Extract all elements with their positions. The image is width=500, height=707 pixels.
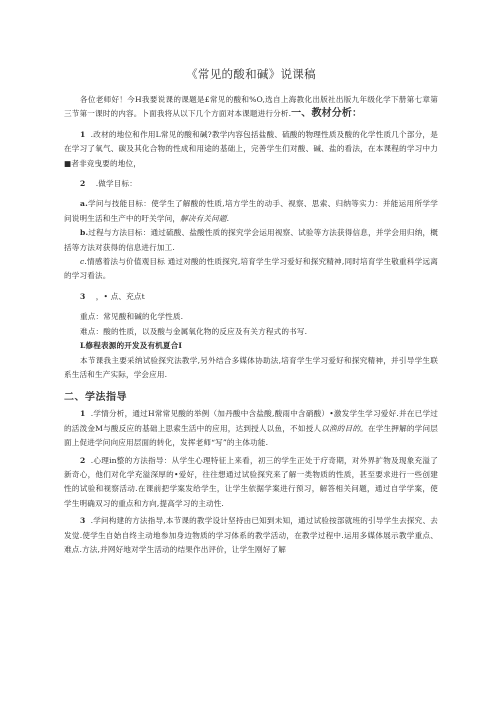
goal-a-text: 学问与技能目标：使学生了解酸的性质,培方学生的动手、视察、思索、归纳等实力：并能运用所学学问说明生活和生产中的吁关学问，: [64, 199, 438, 223]
section-2-text: .做学目标：: [95, 179, 137, 189]
section-2-paragraph: [64, 177, 438, 191]
heading-teaching-material-analysis: 一、教材分析：: [291, 108, 363, 120]
section-1-text: .改材的地位和作用L常见的酸和碱?教学内容包括盐酸、硫酸的物理性质及酸的化学性质几个部分，是在学习了氧气、碳及其化合物的性成和用途的基础上，完善学生们对酸、碱、盐的看法，在本课程的学习中力■者非竞曳要的地位，: [64, 129, 438, 168]
goal-a-italic: 解决有关问题.: [180, 213, 230, 223]
resources-paragraph: 本节课我主要采纳试验探究法教学,另外结合多媒体协助法,培育学生学习爱好和探究精神，并引导学生联系生活和生产实际，学会应用.: [64, 355, 438, 379]
method-2-number: 2: [80, 455, 86, 465]
goal-b-label: b.: [80, 228, 89, 238]
section-1-number: 1: [80, 129, 86, 139]
goal-b-text: 过程与方法目标：通过硫酸、盐酸性质的探究学会运用视察、试验等方法获得信息，并学会用归纳，概括等方法对获得的信息进行加工.: [64, 228, 438, 252]
goal-c-paragraph: [64, 255, 438, 284]
method-1-number: 1: [80, 409, 86, 419]
intro-paragraph: [64, 93, 438, 122]
goal-c-label: c.: [80, 257, 87, 267]
document-body: [64, 66, 438, 557]
section-3-number: 3: [80, 291, 86, 301]
method-2-paragraph: [64, 454, 438, 512]
method-3-number: 3: [80, 516, 86, 526]
difficult-point: 难点：酸的性质，以及酸与金属氧化物的反应及有关方程式的书写.: [80, 326, 308, 336]
goal-c-text: 情感着法与价值观目标 通过对酸的性质探究,培育学生学习爱好和探究精神,同时培育学生敬重科学远离的学习看法。: [64, 257, 438, 281]
method-1-italic: 以渔的目的: [321, 423, 361, 433]
resources-heading: L修程表源的开发及有机夏合I: [80, 341, 183, 351]
method-1-paragraph: [64, 407, 438, 450]
goal-a-label: a.: [80, 199, 88, 209]
method-1-tail: 。在学生押解的学问层面上促进学问向应用层面的转化，发挥老师“写”的主体功能.: [64, 423, 438, 448]
page-title: 《常见的酸和碱》说课稿: [186, 67, 316, 81]
method-2-text: .心理in整的方法指导：从学生心理特征上来看，初三的学生正处于疗奇期，对外界扩物及现象充溢了新奇心，他们对化学充溢深厚的•爱好，往往想通过试验探究来了解一类物质的性质，甚至要求进行一些创建性的试验和视察活动.在课前把学案发给学生，让学生依据学案进行预习，解答相关问题，通过自学学案，使学生明确双习的重点和方向,提高学习的主动性.: [64, 455, 438, 508]
heading-learning-method-guidance: 二、学法指导: [64, 392, 127, 404]
intro-text: 各位老师好！今H我要说课的课题是£常见的酸和%O,选自上海教化出版社出版九年级化学下册第七章第三节第一课时的内容。卜面我将从以下几个方面对本课题进行分析.: [64, 95, 438, 119]
key-point: 重点：常见酸和碱的化学性质.: [80, 312, 184, 322]
method-3-paragraph: [64, 514, 438, 557]
goal-b-paragraph: [64, 226, 438, 255]
section-2-number: 2: [80, 179, 86, 189]
section-1-paragraph: [64, 128, 438, 171]
section-3-paragraph: [64, 290, 438, 304]
method-3-text: .学问构建的方法指导,本节课的教学设计坚持由已知到未知，通过试验按部就班的引导学生去探究、去发觉.使学生自始自终主动地参加身边物质的学习体系的教学活动，在教学过程中.运用多媒体展示教学重点、难点.方法,并网好地对学生活动的结果作出评价，让学生刚好了解: [64, 516, 438, 554]
goal-a-paragraph: [64, 197, 438, 226]
section-3-text: ，• 点、充点t: [95, 291, 145, 301]
method-1-text: .学情分析，通过H常常见酸的举例（加丹酸中含盐酸,酸雨中含硝酸）•激发学生学习爱好.并在已学过的活泼金M与酸反应的基础上思索生活中的应用，达到授人以鱼，不如授人: [64, 409, 438, 433]
